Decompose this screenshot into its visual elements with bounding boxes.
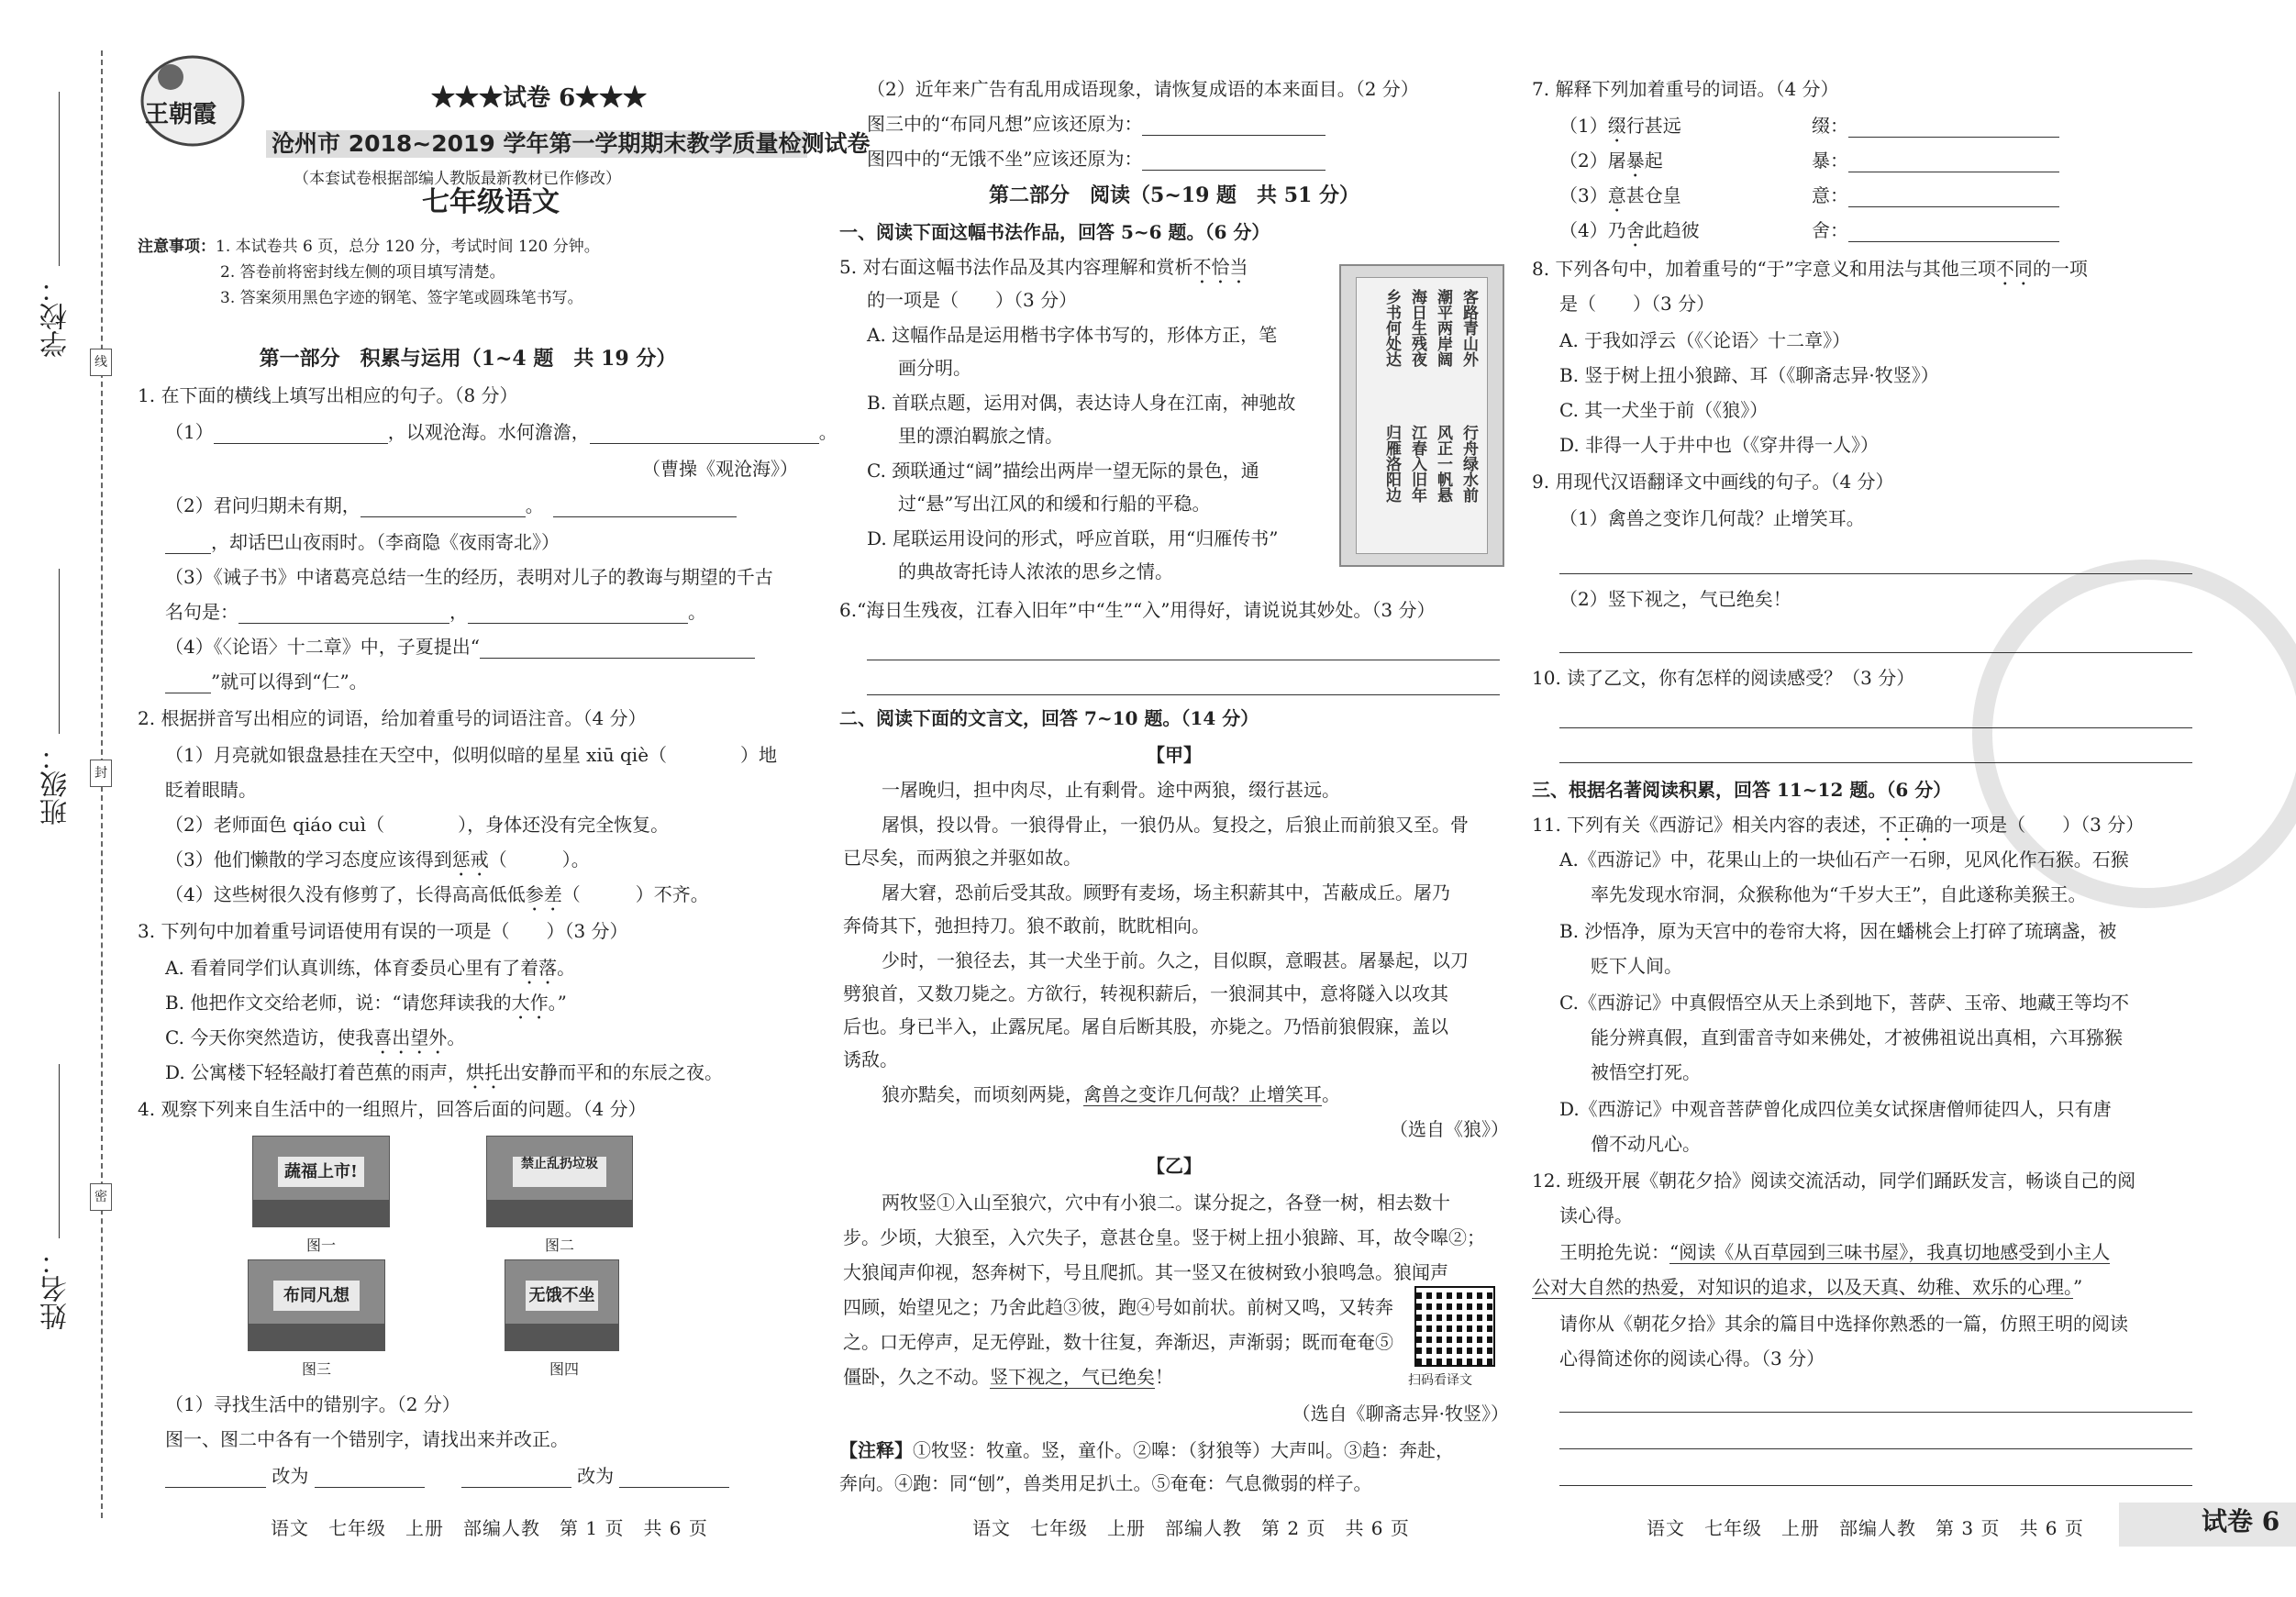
section-1-heading: 一、阅读下面这幅书法作品，回答 5~6 题。（6 分） [839,221,1270,243]
seal-mark: 封 [90,760,112,787]
answer-blank[interactable] [1848,117,2059,138]
answer-blank[interactable] [1142,150,1325,171]
logo-text: 王朝霞 [145,101,217,128]
q6-stem: 6.“海日生残夜，江春入旧年”中“生”“入”用得好，请说说其妙处。（3 分） [839,599,1436,621]
class-field[interactable] [59,569,60,734]
qr-code-icon[interactable] [1414,1286,1495,1367]
page-2: （2）近年来广告有乱用成语现象，请恢复成语的本来面目。（2 分） 图三中的“布同凡想”应该还原为： 图四中的“无饿不坐”应该还原为： 第二部分 阅读（5~19 题 共 51 分） 一、阅读下面这幅书法作品，回答 5~6 题。（6 分） 5. 对右面这幅书法作品及其内容理解和赏析不恰当 的一项是（ ）（3 分） A. 这幅作品是运用楷书字体书写的，形体方正，笔 画分明。 B. 首联点题，运用对偶，表达诗人身在江南，神驰故 里的漂泊羁旅之情。 C. 颈联通过“阔”描绘出两岸一望无际的景色，通 过“悬”写出江风的和缓和行船的平稳。 D. 尾联运用设问的形式，呼应首联，用“归雁传书” 的典故寄托诗人浓浓的思乡之情。 6.“海日生残夜，江春入旧年”中“生”“入”用得好，请说说其妙处。（3 分） 二、阅读下面的文言文，回答 7~10 题。（14 分） 【甲】 一屠晚归，担中肉尽，止有剩骨。途中两狼，缀行甚远。 屠惧，投以骨。一狼得骨止，一狼仍从。复投之，后狼止而前狼又至。骨 已尽矣，而两狼之并驱如故。 屠大窘，恐前后受其敌。顾野有麦场，场主积薪其中，苫蔽成丘。屠乃 奔倚其下，弛担持刀。狼不敢前，眈眈相向。 少时，一狼径去，其一犬坐于前。久之，目似瞑，意暇甚。屠暴起，以刀 劈狼首，又数刀毙之。方欲行，转视积薪后，一狼洞其中，意将隧入以攻其 后也。身已半入，止露尻尾。屠自后断其股，亦毙之。乃悟前狼假寐，盖以 诱敌。 狼亦黠矣，而顷刻两毙，禽兽之变诈几何哉？止增笑耳。 （选自《狼》） 【乙】 两牧竖①入山至狼穴，穴中有小狼二。谋分捉之，各登一树，相去数十 步。少顷，大狼至，入穴失子，意甚仓皇。竖于树上扭小狼蹄、耳，故令嗥②； 大狼闻声仰视，怒奔树下，号且爬抓。其一竖又在彼树致小狼鸣急。狼闻声 四顾，始望见之；乃舍此趋③彼，跑④号如前状。前树又鸣，又转奔 之。口无停声，足无停趾，数十往复，奔渐迟，声渐弱；既而奄奄⑤ 僵卧，久之不动。竖下视之，气已绝矣！ 扫码看译文 （选自《聊斋志异·牧竖》） 【注释】①牧竖：牧童。竖，童仆。②嗥：（豺狼等）大声叫。③趋：奔赴， 奔向。④跑：同“刨”，兽类用足扒土。⑤奄奄：气息微弱的样子。 语文 七年级 上册 部编人教 第 2 页 共 6 页 [839,78,1509,1539]
photo-caption: 图二 [544,1237,574,1254]
q11-option-d[interactable]: D.《西游记》中观音菩萨曾化成四位美女试探唐僧师徒四人，只有唐 [1559,1098,2112,1120]
q12-stem: 12. 班级开展《朝花夕拾》阅读交流活动，同学们踊跃发言，畅谈自己的阅 [1532,1170,2136,1192]
q3-option-c[interactable]: C. 今天你突然造访，使我喜出望外。 [165,1026,466,1048]
q2-stem: 2. 根据拼音写出相应的词语，给加着重号的词语注音。（4 分） [138,707,647,729]
q3-stem: 3. 下列句中加着重号词语使用有误的一项是（ ）（3 分） [138,920,628,942]
school-label: 学校： [40,275,72,358]
seal-mark: 密 [90,1183,112,1211]
photo-2: 禁止乱扔垃圾 [486,1136,633,1227]
photo-4: 无饿不坐 [505,1259,619,1351]
calligraphy-image: 客路青山外 潮平两岸阔 海日生残夜 乡书何处达 行舟绿水前 风正一帆悬 江春入旧年 归雁洛阳边 [1339,264,1504,567]
exam-title: 沧州市 2018~2019 学年第一学期期末教学质量检测试卷 [266,130,807,158]
answer-blank[interactable] [165,1468,266,1488]
photo-1: 蔬福上市! [252,1136,390,1227]
q11-option-a[interactable]: A.《西游记》中，花果山上的一块仙石产一石卵，见风化作石猴。石猴 [1559,848,2129,871]
answer-blank[interactable] [238,604,449,624]
section-3-heading: 三、根据名著阅读积累，回答 11~12 题。（6 分） [1532,779,1952,801]
paper-number: ★★★试卷 6★★★ [431,84,648,112]
q5-option-d[interactable]: D. 尾联运用设问的形式，呼应首联，用“归雁传书” [867,527,1279,549]
answer-blank[interactable] [1559,633,2192,653]
answer-blank[interactable] [553,497,737,517]
school-field[interactable] [59,92,60,266]
q8-option-a[interactable]: A. 于我如浮云（《〈论语〉十二章》） [1559,329,1851,351]
answer-blank[interactable] [480,638,755,659]
q9-stem: 9. 用现代汉语翻译文中画线的句子。（4 分） [1532,471,1894,493]
answer-blank[interactable] [1559,554,2192,574]
photo-caption: 图一 [305,1237,336,1254]
q5-option-b[interactable]: B. 首联点题，运用对偶，表达诗人身在江南，神驰故 [867,392,1296,414]
answer-blank[interactable] [165,534,211,554]
part1-heading: 第一部分 积累与运用（1~4 题 共 19 分） [259,347,677,371]
passage-jia-label: 【甲】 [1147,744,1202,766]
part2-heading: 第二部分 阅读（5~19 题 共 51 分） [989,183,1359,207]
answer-blank[interactable] [1559,1429,2192,1449]
page-3: 7. 解释下列加着重号的词语。（4 分） （1）缀行甚远 缀： （2）屠暴起 暴： （3）意甚仓皇 意： （4）乃舍此趋彼 舍： 8. 下列各句中，加着重号的“于”字意义和用法与其他三项不同的一项 是（ ）（3 分） A. 于我如浮云（《〈论语〉十二章》） B. 竖于树上扭小狼蹄、耳（《聊斋志异·牧竖》） C. 其一犬坐于前（《狼》） D. 非得一人于井中也（《穿井得一人》） 9. 用现代汉语翻译文中画线的句子。（4 分） （1）禽兽之变诈几何哉？止增笑耳。 （2）竖下视之，气已绝矣！ 10. 读了乙文，你有怎样的阅读感受？（3 分） 三、根据名著阅读积累，回答 11~12 题。（6 分） 11. 下列有关《西游记》相关内容的表述，不正确的一项是（ ）（3 分） A.《西游记》中，花果山上的一块仙石产一石卵，见风化作石猴。石猴 率先发现水帘洞，众猴称他为“千岁大王”，自此遂称美猴王。 B. 沙悟净，原为天宫中的卷帘大将，因在蟠桃会上打碎了琉璃盏，被 贬下人间。 C.《西游记》中真假悟空从天上杀到地下，菩萨、玉帝、地藏王等均不 能分辨真假，直到雷音寺如来佛处，才被佛祖说出真相，六耳猕猴 被悟空打死。 D.《西游记》中观音菩萨曾化成四位美女试探唐僧师徒四人，只有唐 僧不动凡心。 12. 班级开展《朝花夕拾》阅读交流活动，同学们踊跃发言，畅谈自己的阅 读心得。 王明抢先说：“阅读《从百草园到三味书屋》，我真切地感受到小主人 公对大自然的热爱，对知识的追求，以及天真、幼稚、欢乐的心理。” 请你从《朝花夕拾》其余的篇目中选择你熟悉的一篇，仿照王明的阅读 心得简述你的阅读心得。（3 分） 语文 七年级 上册 部编人教 第 3 页 共 6 页 [1532,0,2202,1597]
q8-option-c[interactable]: C. 其一犬坐于前（《狼》） [1559,399,1769,421]
answer-blank[interactable] [1142,116,1325,136]
footer-page-2: 语文 七年级 上册 部编人教 第 2 页 共 6 页 [972,1517,1410,1539]
q8-option-d[interactable]: D. 非得一人于井中也（《穿井得一人》） [1559,434,1880,456]
subject-title: 七年级语文 [422,186,560,218]
name-field[interactable] [59,1064,60,1238]
page-1: 王朝霞 ★★★试卷 6★★★ 沧州市 2018~2019 学年第一学期期末教学质量检测试卷 （本套试卷根据部编人教版最新教材已作修改） 七年级语文 注意事项：1. 本试卷共 6 页，总分 120 分，考试时间 120 分钟。 2. 答卷前将密封线左侧的项目填写清楚。 3. 答案须用黑色字迹的钢笔、签字笔或圆珠笔书写。 第一部分 积累与运用（1~4 题 共 19 分） 1. 在下面的横线上填写出相应的句子。（8 分） （1） ，以观沧海。水何澹澹， 。 （曹操《观沧海》） （2）君问归期未有期， 。 ，却话巴山夜雨时。（李商隐《夜雨寄北》） （3）《诫子书》中诸葛亮总结一生的经历，表明对儿子的教诲与期望的千古 名句是： ， 。 （4）《〈论语〉十二章》中，子夏提出“ ”就可以得到“仁”。 2. 根据拼音写出相应的词语，给加着重号的词语注音。（4 分） （1）月亮就如银盘悬挂在天空中，似明似暗的星星 xiū qiè（ ）地 眨着眼睛。 （2）老师面色 qiáo cuì（ ），身体还没有完全恢复。 （3）他们懒散的学习态度应该得到惩戒（ ）。 （4）这些树很久没有修剪了，长得高高低低参差（ ）不齐。 3. 下列句中加着重号词语使用有误的一项是（ ）（3 分） A. 看着同学们认真训练，体育委员心里有了着落。 B. 他把作文交给老师，说：“请您拜读我的大作。” C. 今天你突然造访，使我喜出望外。 D. 公寓楼下轻轻敲打着芭蕉的雨声，烘托出安静而平和的东辰之夜。 4. 观察下列来自生活中的一组照片，回答后面的问题。（4 分） 蔬福上市! 图一 禁止乱扔垃圾 图二 布同凡想 图三 无饿不坐 图四 （1）寻找生活中的错别字。（2 分） 图一、图二中各有一个错别字，请找出来并改正。 改为 改为 语文 七年级 上册 部编人教 第 1 页 共 6 页 [138,0,798,1597]
footer-page-1: 语文 七年级 上册 部编人教 第 1 页 共 6 页 [271,1517,708,1539]
answer-blank[interactable] [165,673,211,693]
answer-blank[interactable] [867,675,1500,695]
answer-blank[interactable] [590,424,819,444]
footer-page-3: 语文 七年级 上册 部编人教 第 3 页 共 6 页 [1647,1517,2084,1539]
photo-caption: 图四 [549,1360,579,1378]
seal-mark: 线 [90,349,112,376]
q11-option-b[interactable]: B. 沙悟净，原为天宫中的卷帘大将，因在蟠桃会上打碎了琉璃盏，被 [1559,920,2117,942]
answer-blank[interactable] [1559,743,2192,763]
answer-blank[interactable] [867,640,1500,660]
q10-stem: 10. 读了乙文，你有怎样的阅读感受？（3 分） [1532,667,1915,689]
q4-stem: 4. 观察下列来自生活中的一组照片，回答后面的问题。（4 分） [138,1098,647,1120]
answer-blank[interactable] [214,424,388,444]
note-item: 3. 答案须用黑色字迹的钢笔、签字笔或圆珠笔书写。 [220,289,583,307]
note-item: 2. 答卷前将密封线左侧的项目填写清楚。 [220,263,505,282]
class-label: 班级： [40,743,72,826]
answer-blank[interactable] [360,497,526,517]
photo-3: 布同凡想 [248,1259,385,1351]
q1-line: （1） ，以观沧海。水何澹澹， 。 [165,421,837,443]
passage-yi-label: 【乙】 [1147,1155,1202,1177]
q5-option-a[interactable]: A. 这幅作品是运用楷书字体书写的，形体方正，笔 [867,324,1278,346]
section-2-heading: 二、阅读下面的文言文，回答 7~10 题。（14 分） [839,707,1259,729]
q3-option-a[interactable]: A. 看着同学们认真训练，体育委员心里有了着落。 [165,957,576,979]
notes: 注意事项：1. 本试卷共 6 页，总分 120 分，考试时间 120 分钟。 [138,238,600,256]
answer-blank[interactable] [1848,152,2059,172]
answer-blank[interactable] [1848,222,2059,242]
answer-blank[interactable] [1848,187,2059,207]
answer-blank[interactable] [1559,1392,2192,1413]
answer-blank[interactable] [619,1468,729,1488]
q7-stem: 7. 解释下列加着重号的词语。（4 分） [1532,78,1839,100]
q3-option-b[interactable]: B. 他把作文交给老师，说：“请您拜读我的大作。” [165,992,567,1014]
exam-subtitle: （本套试卷根据部编人教版最新教材已作修改） [294,170,621,188]
answer-blank[interactable] [315,1468,425,1488]
photo-caption: 图三 [301,1360,331,1378]
answer-blank[interactable] [1559,1466,2192,1486]
paper-tag-label: 试卷 6 [2202,1506,2280,1536]
q11-option-c[interactable]: C.《西游记》中真假悟空从天上杀到地下，菩萨、玉帝、地藏王等均不 [1559,992,2129,1014]
q3-option-d[interactable]: D. 公寓楼下轻轻敲打着芭蕉的雨声，烘托出安静而平和的东辰之夜。 [165,1061,724,1083]
q8-option-b[interactable]: B. 竖于树上扭小狼蹄、耳（《聊斋志异·牧竖》） [1559,364,1939,386]
answer-blank[interactable] [468,604,688,624]
q1-line: （3）《诫子书》中诸葛亮总结一生的经历，表明对儿子的教诲与期望的千古 [165,566,773,588]
answer-blank[interactable] [1559,708,2192,728]
qr-label: 扫码看译文 [1408,1373,1472,1388]
q5-option-c[interactable]: C. 颈联通过“阔”描绘出两岸一望无际的景色，通 [867,460,1259,482]
name-label: 姓名： [40,1248,72,1330]
q1-stem: 1. 在下面的横线上填写出相应的句子。（8 分） [138,384,518,406]
answer-blank[interactable] [461,1468,571,1488]
q1-source: （曹操《观沧海》） [642,458,798,480]
